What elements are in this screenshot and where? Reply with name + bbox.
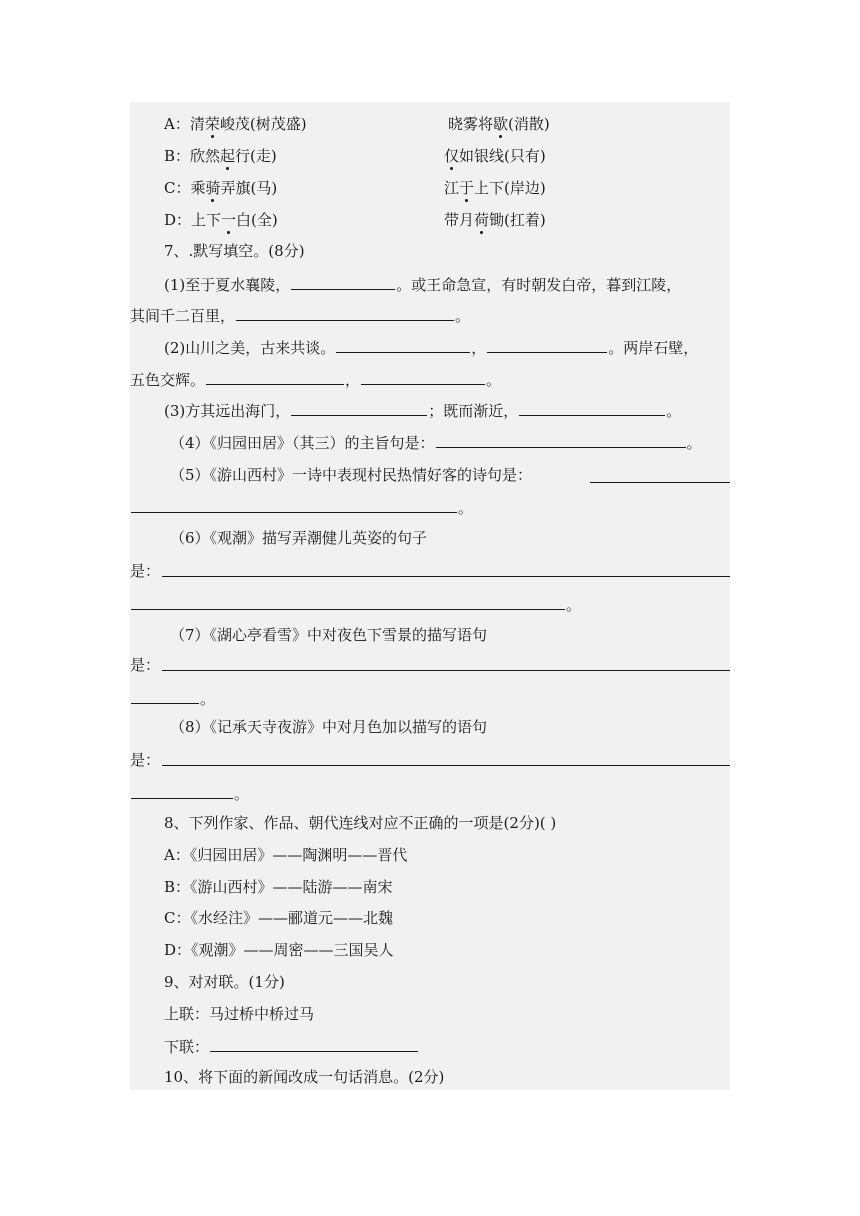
answer-blank[interactable] [206,369,344,385]
q6-option-a-left: A：清荣峻茂(树茂盛) [164,115,307,133]
answer-blank[interactable] [291,400,427,416]
answer-blank[interactable] [361,369,485,385]
q6-option-c-right: 江于上下(岸边) [444,179,546,197]
q6-option-b-left: B：欣然起行(走) [164,147,277,165]
q6-option-d-right: 带月荷锄(扛着) [444,211,546,229]
answer-blank[interactable] [519,400,665,416]
answer-blank[interactable] [162,670,730,671]
answer-blank[interactable] [131,688,199,704]
q7-item-6: （6）《观潮》描写弄潮健儿英姿的句子 [170,529,428,547]
answer-blank[interactable] [162,765,730,766]
q9-lower-couplet: 下联： [164,1036,419,1057]
q9-upper-couplet: 上联：马过桥中桥过马 [164,1005,315,1023]
q6-option-d-left: D：上下一白(全) [164,211,278,229]
q8-option-d: D：《观潮》——周密——三国吴人 [164,941,394,959]
answer-blank[interactable] [162,576,730,577]
q7-item-8-label: 是： [130,751,161,769]
answer-blank[interactable] [436,432,686,448]
q7-item-6-cont: 。 [130,594,581,615]
answer-blank[interactable] [236,305,454,321]
answer-blank[interactable] [336,337,470,353]
q6-option-b-right: 仅如银线(只有) [444,147,546,165]
q7-item-3: (3)方其远出海门， ；既而渐近， 。 [164,402,682,420]
q7-title: 7、.默写填空。(8分) [164,242,305,260]
q10-title: 10、将下面的新闻改成一句话消息。(2分) [164,1068,445,1086]
q7-item-2-cont: 五色交辉。 ， 。 [130,371,502,389]
answer-blank[interactable] [291,274,395,290]
q6-option-c-left: C：乘骑弄旗(马) [164,179,278,197]
q7-item-8-cont: 。 [130,783,249,804]
q6-option-a-right: 晓雾将歇(消散) [448,115,550,133]
q7-item-5-cont: 。 [130,497,473,518]
q9-title: 9、对对联。(1分) [164,973,285,991]
answer-blank[interactable] [487,337,607,353]
q7-item-5: （5）《游山西村》一诗中表现村民热情好客的诗句是： [170,466,533,484]
q7-item-1: (1)至于夏水襄陵， 。或王命急宣，有时朝发白帝，暮到江陵， [164,276,682,294]
q7-item-6-label: 是： [130,562,161,580]
q7-item-8: （8）《记承天寺夜游》中对月色加以描写的语句 [170,718,488,736]
q7-item-2: (2)山川之美，古来共谈。 ， 。两岸石壁， [164,339,699,357]
answer-blank[interactable] [590,482,730,483]
answer-blank[interactable] [210,1036,418,1052]
answer-blank[interactable] [131,783,233,799]
q7-item-7-cont: 。 [130,688,215,709]
q7-item-7-label: 是： [130,656,161,674]
q7-item-4: （4）《归园田居》（其三）的主旨句是： 。 [170,434,702,452]
answer-blank[interactable] [131,497,457,513]
q8-option-b: B：《游山西村》——陆游——南宋 [164,878,393,896]
q7-item-7: （7）《湖心亭看雪》中对夜色下雪景的描写语句 [170,626,488,644]
q8-title: 8、下列作家、作品、朝代连线对应不正确的一项是(2分)( ) [164,814,557,832]
q8-option-c: C：《水经注》——郦道元——北魏 [164,909,393,927]
q8-option-a: A：《归园田居》——陶渊明——晋代 [164,846,408,864]
answer-blank[interactable] [131,594,565,610]
q7-item-1-cont: 其间千二百里， 。 [130,307,471,325]
